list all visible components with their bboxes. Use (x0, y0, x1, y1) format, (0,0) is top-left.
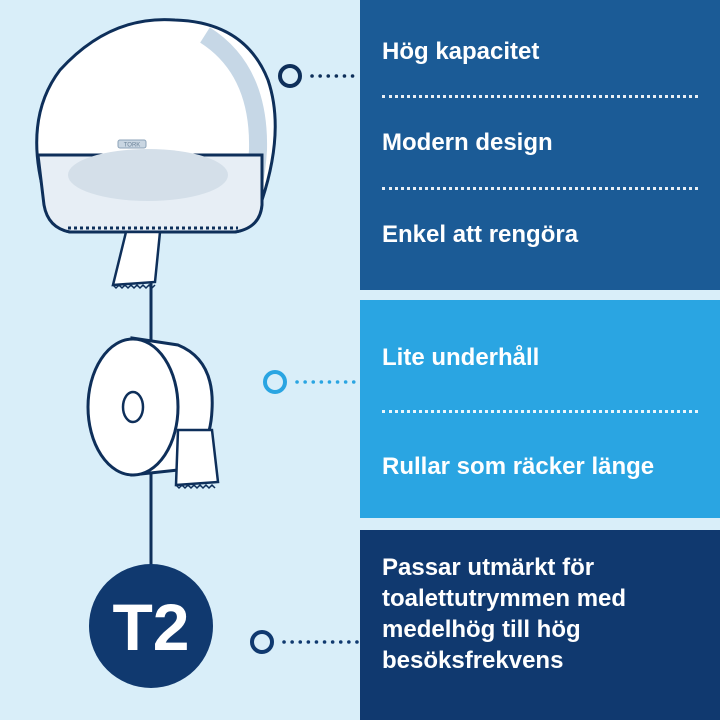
feature-low-maintenance: Lite underhåll (382, 344, 540, 371)
toilet-roll-illustration (88, 338, 218, 488)
dispenser-illustration (37, 20, 276, 288)
feature-high-capacity: Hög kapacitet (382, 38, 540, 65)
t2-badge (89, 564, 213, 688)
feature-panel-usage (360, 530, 720, 720)
divider (382, 95, 698, 98)
feature-panel-maintenance (360, 300, 720, 518)
feature-usage-description: Passar utmärkt för toalettutrymmen med medelhög till hög besöksfrekvens (382, 554, 627, 674)
callout-connector-3 (252, 632, 360, 652)
feature-modern-design: Modern design (382, 129, 553, 156)
callout-connector-2 (265, 372, 360, 392)
t2-badge-label: T2 (112, 590, 190, 664)
feature-easy-clean: Enkel att rengöra (382, 221, 579, 248)
divider (382, 410, 698, 413)
feature-panel-capacity (360, 0, 720, 290)
callout-connector-1 (280, 66, 360, 86)
feature-long-lasting-rolls: Rullar som räcker länge (382, 453, 655, 480)
dispenser-brand: TORK (123, 142, 141, 149)
divider (382, 187, 698, 190)
